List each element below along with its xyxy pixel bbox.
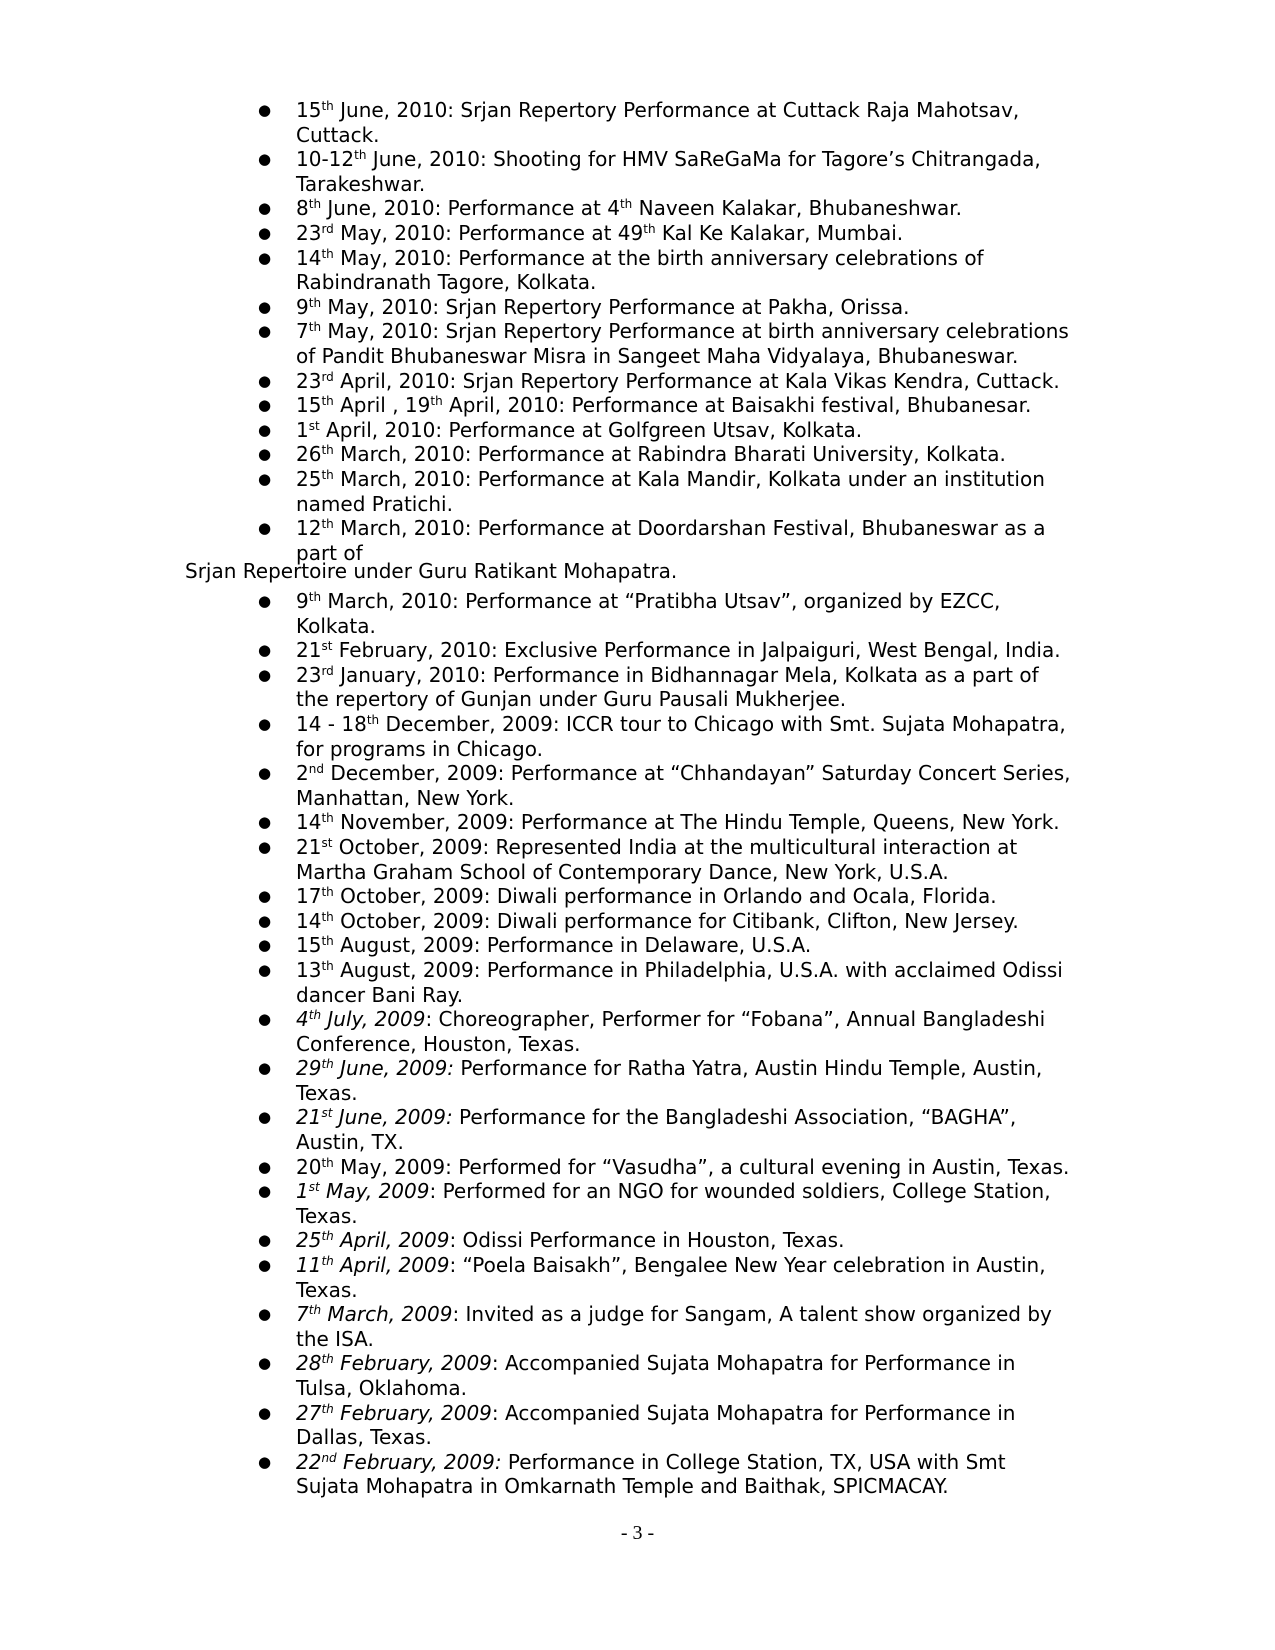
date-text: June, 2010 (366, 147, 480, 172)
entry-description: : Performance at Rabindra Bharati University, Kolkata. (464, 442, 1006, 467)
entry-description: : Performance in Philadelphia, U.S.A. with acclaimed Odissi (473, 957, 1063, 982)
entry-continuation: Texas. (296, 1203, 358, 1228)
entry-description: : Invited as a judge for Sangam, A talent show organized by (452, 1302, 1052, 1327)
entry-continuation: for programs in Chicago. (296, 736, 543, 761)
date-text: June, 2009: (333, 1056, 455, 1081)
entry-date (296, 835, 482, 859)
date-ordinal: th (308, 1303, 322, 1318)
date-ordinal: st (321, 835, 333, 850)
entry-description: : Performance in Delaware, U.S.A. (473, 933, 812, 958)
entry-date (296, 319, 432, 343)
continuation-line: Srjan Repertoire under Guru Ratikant Mohapatra. (185, 559, 678, 583)
entry-date (296, 1155, 445, 1179)
date-number: 15 (296, 933, 322, 958)
entry-description: : ICCR tour to Chicago with Smt. Sujata Mohapatra, (552, 711, 1066, 736)
date-ordinal: th (308, 590, 322, 604)
list-item (258, 1056, 1118, 1105)
date-number: 7 (296, 319, 309, 344)
list-item (258, 761, 1118, 810)
date-ordinal: th (321, 99, 334, 113)
date-ordinal: th (321, 1229, 334, 1244)
entry-description: : Performance at the birth anniversary celebrations of (445, 245, 984, 270)
list-item (258, 1007, 1118, 1056)
date-ordinal: th (321, 1401, 334, 1416)
entry-continuation: Texas. (296, 1080, 358, 1105)
list-item (258, 98, 1118, 147)
date-text: May, 2009 (333, 1154, 446, 1179)
date-text: May, 2010 (321, 294, 433, 319)
date-number: 21 (296, 834, 322, 859)
entry-date (296, 909, 484, 933)
date-ordinal: th (308, 295, 322, 310)
entry-date (296, 1401, 492, 1425)
date-number: 23 (296, 368, 322, 393)
date-number: 4 (296, 1007, 309, 1032)
list-item (258, 1105, 1118, 1154)
entry-description: : Performance in Bidhannagar Mela, Kolkata as a part of (479, 662, 1039, 687)
list-item (258, 196, 1118, 221)
entry-date (296, 369, 449, 393)
date-ordinal: th (308, 1008, 322, 1023)
list-item (258, 1155, 1118, 1180)
date-number: 20 (296, 1154, 322, 1179)
entry-continuation: of Pandit Bhubaneswar Misra in Sangeet Maha Vidyalaya, Bhubaneswar. (296, 343, 1019, 368)
date-number: 27 (296, 1400, 322, 1425)
entry-date (296, 1351, 492, 1375)
entry-description: : Performance at 4 (434, 196, 620, 221)
date-text: June, 2010 (321, 196, 435, 221)
list-item (258, 516, 1118, 565)
date-text: February, 2009: (336, 1449, 502, 1474)
entry-description: : Exclusive Performance in Jalpaiguri, West Bengal, India. (491, 638, 1061, 663)
entry-description: : Choreographer, Performer for “Fobana”, Annual Bangladeshi (425, 1007, 1046, 1032)
entry-date (296, 958, 474, 982)
date-ordinal: th (321, 885, 334, 900)
date-text: May, 2010 (321, 319, 433, 344)
entry-continuation: Manhattan, New York. (296, 785, 515, 810)
date-text: February, 2009 (333, 1400, 492, 1425)
description-ordinal: th (643, 221, 656, 236)
entry-description: : Performance at Kala Mandir, Kolkata under an institution (464, 466, 1045, 491)
entry-description: : Srjan Repertory Performance at Kala Vikas Kendra, Cuttack. (449, 368, 1060, 393)
date-text: October, 2009 (333, 884, 484, 909)
list-item (258, 295, 1118, 320)
list-item (258, 1450, 1118, 1499)
entry-date (296, 810, 508, 834)
entry-description: : Performance at “Chhandayan” Saturday Concert Series, (497, 761, 1071, 786)
date-ordinal: th (321, 934, 334, 949)
date-number: 23 (296, 662, 322, 687)
description-ordinal: th (430, 394, 443, 409)
entry-description: : Performed for an NGO for wounded soldiers, College Station, (429, 1179, 1051, 1204)
date-number: 21 (296, 638, 322, 663)
entry-description: : Performance at 49 (445, 220, 644, 245)
entry-date (296, 1253, 449, 1277)
date-number: 15 (296, 393, 322, 418)
date-text: June, 2009: (332, 1105, 453, 1130)
entry-description: Performance for Ratha Yatra, Austin Hindu Temple, Austin, (454, 1056, 1043, 1081)
date-text: April, 2010 (319, 417, 436, 442)
entry-description: : Performance at The Hindu Temple, Queens, New York. (507, 810, 1060, 835)
entry-date (296, 221, 445, 245)
date-ordinal: nd (308, 762, 324, 777)
entry-description-tail: Naveen Kalakar, Bhubaneshwar. (632, 196, 963, 221)
entry-date (296, 418, 435, 442)
date-number: 1 (296, 1179, 309, 1204)
date-number: 10-12 (296, 147, 355, 172)
entry-continuation: part of (296, 540, 363, 565)
date-number: 14 (296, 810, 322, 835)
entry-date (296, 1105, 453, 1129)
date-ordinal: th (308, 197, 322, 212)
list-item (258, 467, 1118, 516)
date-text: March, 2009 (321, 1302, 453, 1327)
date-text: April, 2009 (333, 1228, 450, 1253)
entry-continuation: Rabindranath Tagore, Kolkata. (296, 270, 597, 295)
date-text: August, 2009 (333, 957, 474, 982)
date-number: 15 (296, 98, 322, 122)
entry-description: : Accompanied Sujata Mohapatra for Performance in (491, 1400, 1016, 1425)
list-item (258, 810, 1118, 835)
entry-date (296, 761, 498, 785)
date-text: December, 2009 (379, 711, 553, 736)
date-ordinal: th (321, 443, 334, 458)
date-text: April, 2009 (333, 1253, 450, 1278)
entry-date (296, 712, 553, 736)
entry-description-tail: April, 2010: Performance at Baisakhi festival, Bhubanesar. (442, 393, 1032, 418)
date-ordinal: rd (321, 663, 334, 678)
list-item (258, 1228, 1118, 1253)
date-ordinal: st (321, 1106, 333, 1121)
list-item (258, 1351, 1118, 1400)
list-item (258, 319, 1118, 368)
entry-continuation: Martha Graham School of Contemporary Dance, New York, U.S.A. (296, 859, 949, 884)
date-number: 2 (296, 761, 309, 786)
entry-date (296, 1450, 502, 1474)
list-item (258, 933, 1118, 958)
date-ordinal: th (321, 394, 334, 409)
date-number: 29 (296, 1056, 322, 1081)
date-number: 8 (296, 196, 309, 221)
performance-list-part-1 (258, 98, 1118, 565)
list-item (258, 884, 1118, 909)
list-item (258, 1401, 1118, 1450)
date-number: 13 (296, 957, 322, 982)
list-item (258, 712, 1118, 761)
date-text: February, 2009 (333, 1351, 492, 1376)
entry-date (296, 1179, 429, 1203)
entry-continuation: Texas. (296, 1277, 358, 1302)
date-number: 14 - 18 (296, 711, 367, 736)
entry-description: : “Poela Baisakh”, Bengalee New Year celebration in Austin, (449, 1253, 1046, 1278)
entry-continuation: Cuttack. (296, 122, 380, 147)
entry-description: : Performance at Doordarshan Festival, Bhubaneswar as a (464, 516, 1046, 541)
entry-date (296, 663, 480, 687)
description-ordinal: th (619, 197, 633, 212)
list-item (258, 1302, 1118, 1351)
entry-continuation: Kolkata. (296, 613, 376, 638)
date-ordinal: rd (321, 369, 334, 384)
date-text: April , 19 (333, 393, 431, 418)
date-number: 26 (296, 442, 322, 467)
date-text: October, 2009 (332, 834, 483, 859)
date-ordinal: th (321, 958, 334, 973)
entry-description: : Srjan Repertory Performance at birth anniversary celebrations (432, 319, 1069, 344)
date-text: March, 2010 (333, 516, 465, 541)
date-text: June, 2010 (333, 98, 448, 122)
page-number: - 3 - (620, 1522, 655, 1544)
entry-date (296, 933, 474, 957)
date-number: 25 (296, 1228, 322, 1253)
date-text: March, 2010 (321, 589, 452, 613)
entry-date (296, 884, 484, 908)
date-number: 21 (296, 1105, 322, 1130)
entry-continuation: Dallas, Texas. (296, 1425, 432, 1450)
list-item (258, 638, 1118, 663)
list-item (258, 589, 1118, 638)
entry-date (296, 516, 465, 540)
date-number: 9 (296, 589, 309, 613)
entry-date (296, 1228, 449, 1252)
list-item (258, 1179, 1118, 1228)
list-item (258, 221, 1118, 246)
date-ordinal: th (321, 246, 334, 261)
date-number: 7 (296, 1302, 309, 1327)
entry-continuation: dancer Bani Ray. (296, 982, 464, 1007)
entry-date (296, 1007, 425, 1031)
date-ordinal: th (321, 1057, 334, 1072)
entry-description: Performance in College Station, TX, USA with Smt (501, 1449, 1006, 1474)
date-number: 14 (296, 908, 322, 933)
date-ordinal: th (354, 148, 367, 163)
entry-date (296, 442, 465, 466)
date-ordinal: st (308, 418, 320, 433)
date-ordinal: th (321, 1352, 334, 1367)
entry-date (296, 1056, 454, 1080)
entry-continuation: Tulsa, Oklahoma. (296, 1376, 467, 1400)
date-number: 12 (296, 516, 322, 541)
entry-continuation: Conference, Houston, Texas. (296, 1031, 581, 1056)
list-item (258, 958, 1118, 1007)
entry-description: : Diwali performance for Citibank, Clifton, New Jersey. (483, 908, 1019, 933)
entry-date (296, 196, 435, 220)
entry-date (296, 589, 452, 613)
date-ordinal: st (308, 1180, 320, 1195)
entry-description: : Represented India at the multicultural interaction at (482, 834, 1018, 859)
date-text: January, 2010 (333, 662, 480, 687)
list-item (258, 1253, 1118, 1302)
entry-date (296, 295, 432, 319)
list-item (258, 369, 1118, 394)
list-item (258, 393, 1118, 418)
entry-date (296, 147, 480, 171)
entry-date (296, 638, 491, 662)
list-item (258, 909, 1118, 934)
entry-description: : Performed for “Vasudha”, a cultural evening in Austin, Texas. (445, 1154, 1070, 1179)
entry-continuation: named Pratichi. (296, 491, 453, 516)
date-ordinal: rd (321, 221, 334, 236)
entry-continuation: the ISA. (296, 1326, 374, 1351)
entry-date (296, 393, 430, 417)
date-number: 23 (296, 220, 322, 245)
date-number: 28 (296, 1351, 322, 1376)
date-text: August, 2009 (333, 933, 474, 958)
date-ordinal: th (321, 1155, 334, 1170)
entry-description: : Odissi Performance in Houston, Texas. (449, 1228, 845, 1253)
entry-date (296, 98, 447, 122)
list-item (258, 246, 1118, 295)
entry-date (296, 246, 445, 270)
date-text: December, 2009 (323, 761, 498, 786)
date-ordinal: th (321, 811, 334, 826)
date-number: 11 (296, 1253, 322, 1278)
date-ordinal: th (366, 712, 380, 727)
entry-continuation: Tarakeshwar. (296, 171, 426, 196)
date-number: 1 (296, 417, 309, 442)
date-ordinal: th (321, 1254, 334, 1269)
date-text: April, 2010 (333, 368, 450, 393)
entry-description: : Srjan Repertory Performance at Cuttack Raja Mahotsav, (447, 98, 1020, 122)
date-number: 22 (296, 1449, 322, 1474)
date-number: 14 (296, 245, 322, 270)
entry-continuation: the repertory of Gunjan under Guru Pausali Mukherjee. (296, 687, 847, 712)
list-item (258, 418, 1118, 443)
entry-description: Performance for the Bangladeshi Association, “BAGHA”, (452, 1105, 1017, 1130)
entry-description: : Performance at Golfgreen Utsav, Kolkata. (435, 417, 863, 442)
date-text: May, 2010 (333, 245, 446, 270)
performance-list-part-2 (258, 589, 1118, 1499)
date-text: November, 2009 (333, 810, 508, 835)
date-number: 17 (296, 884, 322, 909)
date-text: July, 2009 (321, 1007, 426, 1032)
date-ordinal: th (321, 467, 334, 482)
entry-date (296, 1302, 452, 1326)
date-text: February, 2010 (332, 638, 492, 663)
date-text: May, 2009 (319, 1179, 430, 1204)
list-item (258, 147, 1118, 196)
entry-date (296, 467, 465, 491)
list-item (258, 835, 1118, 884)
list-item (258, 442, 1118, 467)
entry-description: : Accompanied Sujata Mohapatra for Performance in (491, 1351, 1016, 1376)
list-item (258, 663, 1118, 712)
date-text: March, 2010 (333, 466, 465, 491)
date-ordinal: st (321, 639, 333, 654)
entry-description: : Shooting for HMV SaReGaMa for Tagore’s Chitrangada, (479, 147, 1041, 172)
entry-description-tail: Kal Ke Kalakar, Mumbai. (655, 220, 904, 245)
entry-description: : Srjan Repertory Performance at Pakha, Orissa. (432, 294, 910, 319)
date-ordinal: nd (321, 1450, 337, 1465)
date-number: 9 (296, 294, 309, 319)
entry-description: : Performance at “Pratibha Utsav”, organized by EZCC, (451, 589, 1001, 613)
entry-continuation: Austin, TX. (296, 1130, 404, 1155)
date-text: May, 2010 (333, 220, 446, 245)
date-number: 25 (296, 466, 322, 491)
entry-description: : Diwali performance in Orlando and Ocala, Florida. (483, 884, 997, 909)
date-ordinal: th (308, 320, 322, 335)
date-text: October, 2009 (333, 908, 484, 933)
entry-continuation: Sujata Mohapatra in Omkarnath Temple and Baithak, SPICMACAY. (296, 1474, 949, 1499)
date-text: March, 2010 (333, 442, 465, 467)
date-ordinal: th (321, 517, 334, 532)
date-ordinal: th (321, 909, 334, 924)
